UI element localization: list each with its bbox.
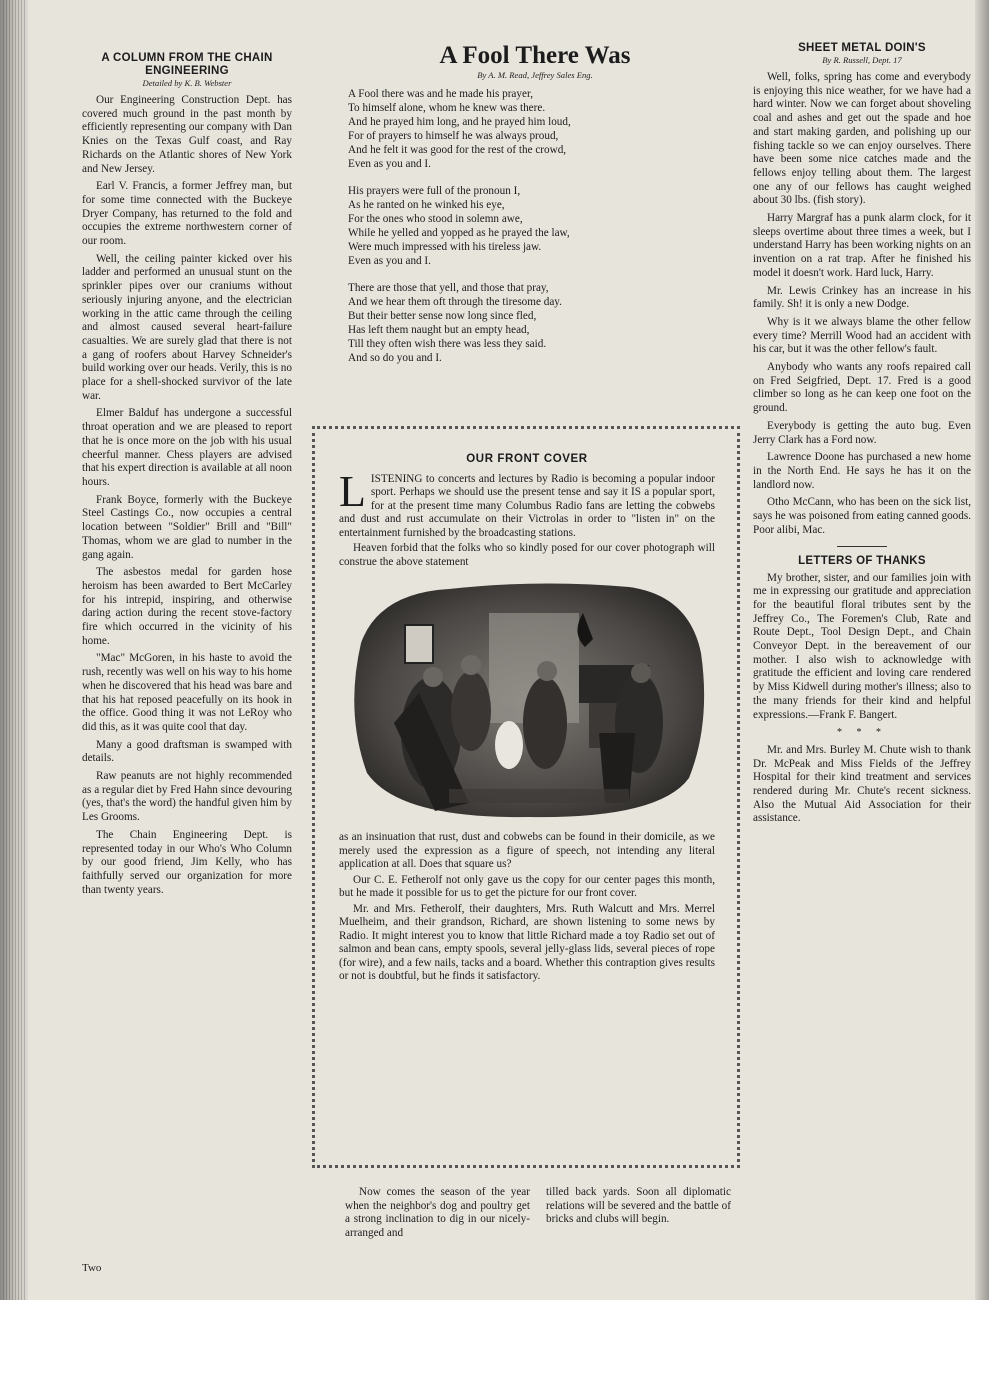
page-folio: Two: [82, 1262, 102, 1274]
poem-line: There are those that yell, and those that pray,: [348, 282, 549, 294]
stars-divider: * * *: [837, 727, 887, 739]
wall-picture: [405, 625, 433, 663]
poem-byline: By A. M. Read, Jeffrey Sales Eng.: [477, 70, 593, 80]
poem-line: Has left them naught but an empty head,: [348, 324, 530, 336]
paragraph: The asbestos medal for garden hose heroism has been awarded to Bert McCarley for his intrepid, inspiring, and otherwise daring action during the recent stove-factory fire which occurred in the vicinity of his home.: [82, 566, 292, 647]
right-column-byline: By R. Russell, Dept. 17: [822, 55, 902, 65]
paragraph: Mr. and Mrs. Fetherolf, their daughters, Mrs. Ruth Walcutt and Mrs. Merrel Muelheim, and their grandson, Richard, are shown listening to some news by Radio. It might interest you to know that little Richard made a toy Radio set out of salmon and bean cans, empty spools, several jelly-glass lids, several pieces of rope (for wire), and a few nails, tacks and a board. Whether this contraption gives results or not is doubtful, but he finds it satisfactory.: [339, 902, 715, 982]
paragraph: as an insinuation that rust, dust and cobwebs can be found in their domicile, as we merely used the expression as a figure of speech, not intending any literal application at all. Does that square us?: [339, 831, 715, 870]
paragraph: tilled back yards. Soon all diplomatic relations will be severed and the battle of bricks and clubs will begin.: [546, 1186, 731, 1226]
poem-line: But their better sense now long since fled,: [348, 310, 537, 322]
paragraph: Many a good draftsman is swamped with details.: [82, 738, 292, 765]
section-divider: [837, 546, 887, 547]
paragraph: Mr. Lewis Crinkey has an increase in his family. Sh! it is only a new Dodge.: [753, 284, 971, 311]
drop-cap: L: [339, 466, 366, 516]
paragraph: Why is it we always blame the other fellow every time? Merrill Wood had an accident with his car, but it was the other fellow's fault.: [753, 315, 971, 356]
poem-stanza: [348, 87, 730, 171]
paragraph: My brother, sister, and our families join with me in expressing our gratitude and appreciation for the beautiful floral tributes sent by the Jeffrey Co., The Foremen's Club, Rate and Route Dept., Tool Design Dept., and Chain Conveyor Dept. in the bereavement of our mother. I also wish to acknowledge with gratitude the efficient and loving care rendered by Miss Kidwell during mother's illness; also to the many friends for their kind and helpful expressions.—Frank F. Bangert.: [753, 571, 971, 721]
floor-rug: [449, 789, 629, 803]
poem-line: To himself alone, whom he knew was there.: [348, 102, 546, 114]
poem-line: Even as you and I.: [348, 255, 431, 267]
paragraph: Otho McCann, who has been on the sick list, says he was poisoned from eating canned goods. Poor alibi, Mac.: [753, 496, 971, 536]
paragraph: Elmer Balduf has undergone a successful throat operation and we are pleased to report that he is once more on the job with his usual cheerful manner. Chess players are advised that his expert direction is available at all noon hours.: [82, 407, 292, 488]
poem-title: A Fool There Was: [439, 42, 631, 69]
paragraph: Anybody who wants any roofs repaired call on Fred Seigfried, Dept. 17. Fred is a good climber so long as he can keep one foot on the ground.: [753, 361, 971, 415]
poem-line: And he felt it was good for the rest of the crowd,: [348, 144, 567, 156]
right-column-title: SHEET METAL DOIN'S: [798, 42, 926, 54]
paragraph: Well, folks, spring has come and everybody is enjoying this nice weather, for we have had a hard winter. Now we can forget about shoveling coal and ashes and get out the spade and hoe and start making garden, and polishing up our fishing tackle so we can enjoy ourselves. There have been some nice catches made and the fellows enjoy telling about them. The largest one any of our fellows has caught weighed about 30 lbs. (fish story).: [753, 71, 971, 207]
poem-line: Even as you and I.: [348, 158, 431, 170]
paragraph: "Mac" McGoren, in his haste to avoid the rush, recently was well on his way to his home when he discovered that his head was bare and that his hat reposed peacefully on its hook in the office. Good thing it was not LeRoy who did this, as it was quite cool that day.: [82, 652, 292, 733]
front-cover-box: [312, 426, 740, 1168]
left-column-byline: Detailed by K. B. Webster: [142, 78, 232, 88]
woman-right: [523, 677, 567, 769]
bottom-text-left: [345, 1186, 530, 1241]
man-head: [631, 663, 651, 683]
poem-body: [348, 87, 730, 365]
paragraph: Lawrence Doone has purchased a new home in the North End. He says he has it on the landlord now.: [753, 451, 971, 491]
paragraph: Our Engineering Construction Dept. has covered much ground in the past month by efficiently representing our company with Dan Knies on the Texas Gulf coast, and Ray Richards on the Atlantic shores of New York and New Jersey.: [82, 94, 292, 175]
woman-middle: [451, 671, 491, 751]
poem-stanza: [348, 184, 730, 268]
paragraph-text: ISTENING to concerts and lectures by Radio is becoming a popular indoor sport. Perhaps we should use the present tense and say it IS a popular sport, for at the present time many Columbus Radio fans are letting the cobwebs and dust and rust accumulate on their Victrolas in order to "listen in" on the entertainment furnished by the broadcasting stations.: [339, 472, 715, 539]
scan-bottom-margin: [0, 1300, 989, 1390]
woman-left-head: [423, 667, 443, 687]
poem-section: [340, 42, 730, 378]
poem-line: Were much impressed with his tireless jaw.: [348, 241, 542, 253]
poem-line: While he yelled and yopped as he prayed the law,: [348, 227, 570, 239]
book-spine: [0, 0, 28, 1300]
right-column: [753, 42, 971, 830]
paragraph: Well, the ceiling painter kicked over his ladder and performed an unusual stunt on the sprinkler pipes over our craniums without seriously injuring anyone, and the electrician working in the attic came through the ceiling and almost caused several heart-failure casualties. We are surely glad that there is not a gang of roofers about Harvey Schneider's build working over our heads. Verily, this is no place for a shell-shocked survivor of the late war.: [82, 252, 292, 402]
paragraph: Everybody is getting the auto bug. Even Jerry Clark has a Ford now.: [753, 419, 971, 446]
paragraph: Our C. E. Fetherolf not only gave us the copy for our center pages this month, but he made it possible for us to get the picture for our front cover.: [339, 873, 715, 899]
bottom-text-right: [546, 1186, 731, 1227]
poem-line: And he prayed him long, and he prayed him loud,: [348, 116, 571, 128]
poem-line: For of prayers to himself he was always proud,: [348, 130, 559, 142]
poem-line: For the ones who stood in solemn awe,: [348, 213, 523, 225]
paragraph: Mr. and Mrs. Burley M. Chute wish to thank Dr. McPeak and Miss Fields of the Jeffrey Hospital for their kind treatment and services rendered during Mr. Chute's recent sickness. Also the Mutual Aid Association for their assistance.: [753, 743, 971, 825]
poem-line: A Fool there was and he made his prayer,: [348, 88, 534, 100]
left-column-title: A COLUMN FROM THE CHAIN ENGINEERING: [101, 52, 273, 77]
paragraph: Heaven forbid that the folks who so kindly posed for our cover photograph will construe the above statement: [339, 542, 715, 568]
paragraph: Now comes the season of the year when the neighbor's dog and poultry get a strong inclination to dig in our nicely-arranged and: [345, 1186, 530, 1240]
paragraph: Harry Margraf has a punk alarm clock, for it sleeps overtime about three times a week, but I understand Harry has been working nights on an invention on a rat trap. After he finished his model it doesn't work. Hard luck, Harry.: [753, 212, 971, 279]
thanks-title: LETTERS OF THANKS: [798, 554, 926, 567]
paragraph: Raw peanuts are not highly recommended as a regular diet by Fred Hahn since devouring (yes, that's the word) the handful given him by Les Grooms.: [82, 770, 292, 824]
poem-line: And we hear them oft through the tiresome day.: [348, 296, 562, 308]
spine-page-edges: [3, 0, 25, 1300]
boy-in-sailor-suit: [495, 721, 523, 769]
left-column: [82, 52, 292, 901]
front-cover-content: [339, 453, 715, 986]
poem-line: Till they often wish there was less they said.: [348, 338, 547, 350]
poem-line: And so do you and I.: [348, 352, 442, 364]
poem-line: His prayers were full of the pronoun I,: [348, 185, 521, 197]
boy-head: [501, 705, 517, 721]
woman-right-head: [537, 661, 557, 681]
poem-line: As he ranted on he winked his eye,: [348, 199, 505, 211]
cover-photograph: [339, 573, 715, 823]
paragraph: Earl V. Francis, a former Jeffrey man, but for some time connected with the Buckeye Dryer Company, has returned to the fold and occupies the extreme northwestern corner of our room.: [82, 180, 292, 248]
page-right-edge: [975, 0, 989, 1300]
paragraph: [339, 466, 715, 541]
family-radio-photo: [339, 573, 715, 823]
paragraph: The Chain Engineering Dept. is represented today in our Who's Who Column by our good friend, Jim Kelly, who has faithfully served our organization for more than twenty years.: [82, 828, 292, 896]
paragraph: Frank Boyce, formerly with the Buckeye Steel Castings Co., now occupies a central location between "Soldier" Brill and "Bill" Thomas, whom we are glad to number in the gang again.: [82, 493, 292, 561]
poem-stanza: [348, 281, 730, 365]
woman-middle-head: [461, 655, 481, 675]
front-cover-title: OUR FRONT COVER: [466, 453, 588, 465]
